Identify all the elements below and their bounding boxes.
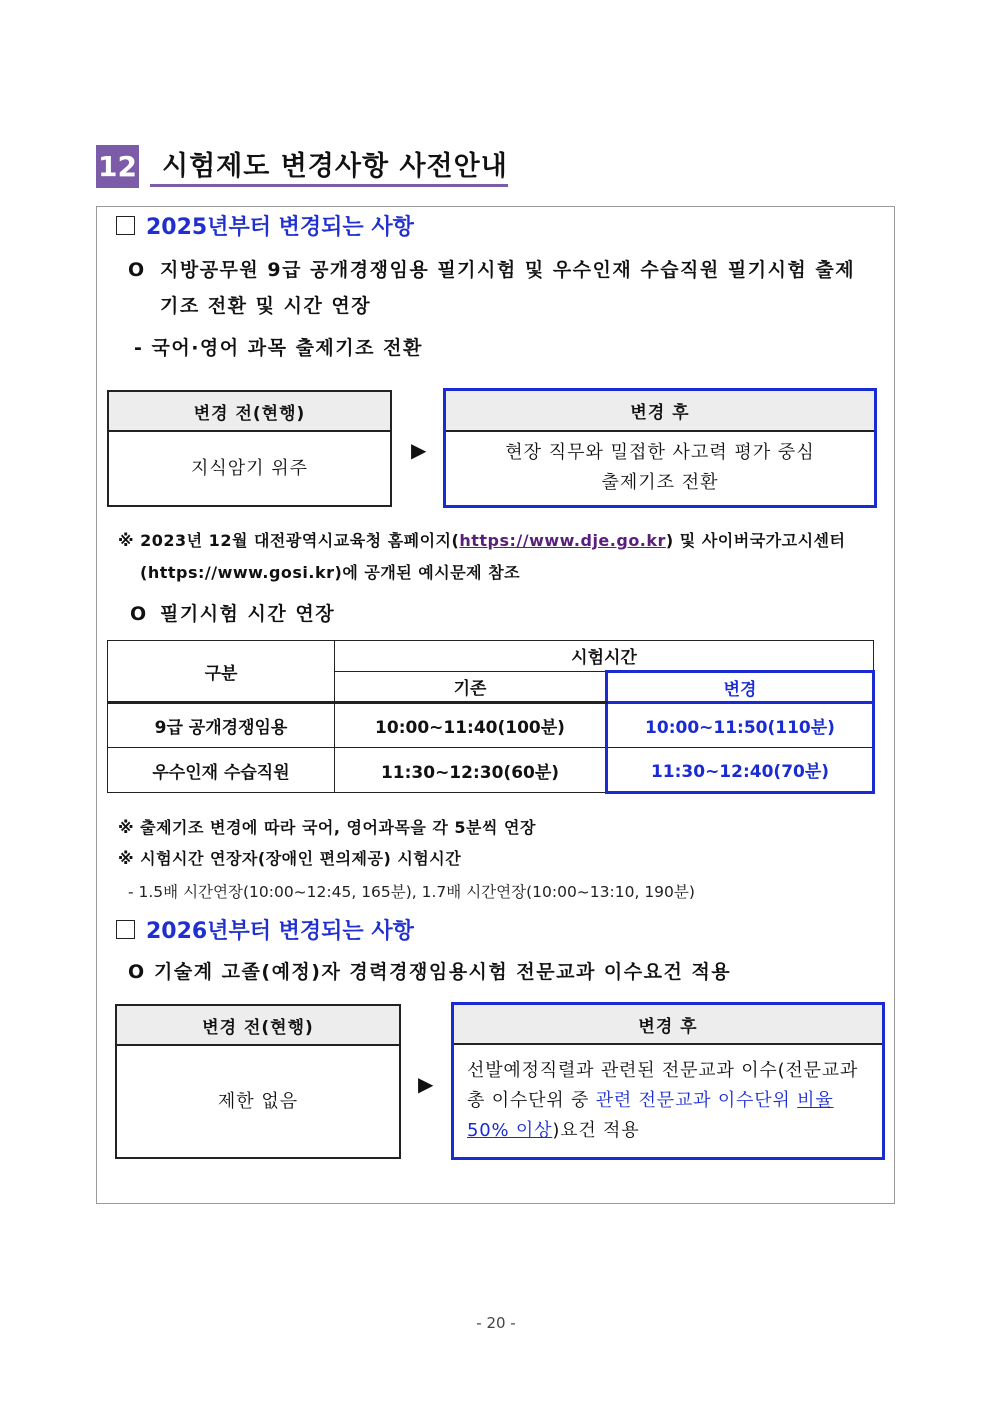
col-category: 구분 — [108, 641, 335, 703]
exam-time-table — [107, 640, 875, 794]
bullet-3-text: 기술계 고졸(예정)자 경력경쟁임용시험 전문교과 이수요건 적용 — [154, 961, 732, 983]
checkbox-square-icon — [116, 216, 135, 235]
before-text-2026: 제한 없음 — [115, 1044, 401, 1159]
heading-2025 — [116, 210, 414, 240]
after-2026-line2-underline: 비율 — [797, 1090, 834, 1111]
section-number: 12 — [96, 145, 139, 188]
note-1-line2: (https://www.gosi.kr)에 공개된 예시문제 참조 — [140, 563, 521, 582]
table-row — [108, 748, 874, 793]
after-2026-line3 — [467, 1116, 879, 1146]
row2-changed: 11:30~12:40(70분) — [607, 748, 874, 793]
after-text-line1: 현장 직무와 밀접한 사고력 평가 중심 — [505, 442, 815, 463]
after-2026-line3-plain: )요건 적용 — [552, 1120, 640, 1141]
col-changed: 변경 — [607, 672, 874, 703]
before-header: 변경 전(현행) — [107, 390, 392, 432]
row1-current: 10:00~11:40(100분) — [335, 703, 607, 748]
after-2026-line1: 선발예정직렬과 관련된 전문교과 이수(전문교과 — [467, 1060, 859, 1081]
note-1-prefix: ※ 2023년 12월 대전광역시교육청 홈페이지( — [118, 531, 460, 550]
bullet-1-line2: 기조 전환 및 시간 연장 — [160, 295, 372, 317]
col-exam-time: 시험시간 — [335, 641, 874, 672]
sub-bullet-1: - 국어·영어 과목 출제기조 전환 — [134, 337, 423, 359]
after-header-2026: 변경 후 — [454, 1005, 882, 1045]
after-2026-line2-plain: 총 이수단위 중 — [467, 1090, 596, 1111]
after-text-2026 — [467, 1056, 879, 1146]
arrow-right-icon: ▶ — [418, 1072, 434, 1096]
table-row — [108, 703, 874, 748]
bullet-1-line1: 지방공무원 9급 공개경쟁임용 필기시험 및 우수인재 수습직원 필기시험 출제 — [160, 259, 856, 281]
heading-2026-text: 2026년부터 변경되는 사항 — [146, 918, 414, 944]
note-1-suffix: ) 및 사이버국가고시센터 — [665, 531, 846, 550]
after-header: 변경 후 — [446, 391, 874, 432]
after-text — [446, 438, 874, 498]
heading-2026 — [116, 914, 414, 944]
page-number: - 20 - — [476, 1314, 516, 1332]
col-current: 기존 — [335, 672, 607, 703]
checkbox-square-icon — [116, 920, 135, 939]
note-4: - 1.5배 시간연장(10:00~12:45, 165분), 1.7배 시간연장(10:00~13:10, 190분) — [128, 883, 695, 901]
before-text: 지식암기 위주 — [107, 430, 392, 507]
row2-current: 11:30~12:30(60분) — [335, 748, 607, 793]
note-3: ※ 시험시간 연장자(장애인 편의제공) 시험시간 — [118, 849, 462, 868]
section-title: 시험제도 변경사항 사전안내 — [150, 143, 508, 187]
after-2026-line2-blue: 관련 전문교과 이수단위 — [595, 1090, 798, 1111]
row1-changed: 10:00~11:50(110분) — [607, 703, 874, 748]
note-1 — [118, 528, 845, 551]
arrow-right-icon: ▶ — [411, 438, 427, 462]
after-2026-line2 — [467, 1086, 879, 1116]
heading-2025-text: 2025년부터 변경되는 사항 — [146, 214, 414, 240]
after-text-line2: 출제기조 전환 — [601, 472, 719, 493]
bullet-2-text: 필기시험 시간 연장 — [160, 603, 336, 625]
dje-link[interactable]: https://www.dje.go.kr — [459, 531, 666, 550]
row2-category: 우수인재 수습직원 — [108, 748, 335, 793]
bullet-3-marker: O — [128, 961, 146, 983]
bullet-1-marker: O — [128, 259, 146, 281]
before-header-2026: 변경 전(현행) — [115, 1004, 401, 1046]
after-2026-line3-underline: 50% 이상 — [467, 1120, 553, 1141]
row1-category: 9급 공개경쟁임용 — [108, 703, 335, 748]
bullet-2-marker: O — [130, 603, 148, 625]
note-2: ※ 출제기조 변경에 따라 국어, 영어과목을 각 5분씩 연장 — [118, 818, 536, 837]
